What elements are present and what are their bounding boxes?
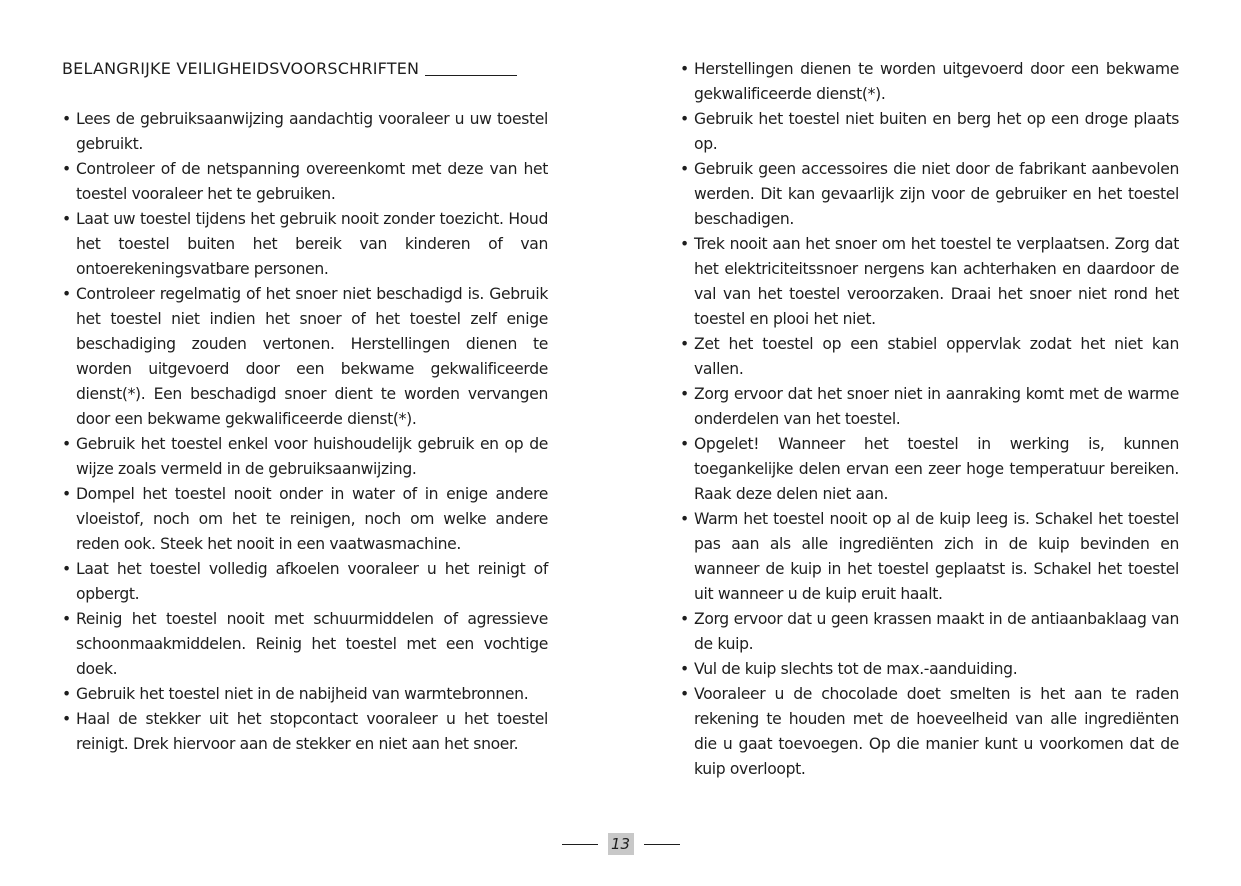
list-item: • Controleer of de netspanning overeenkomt met deze van het toestel vooraleer het te gebruiken.: [62, 157, 548, 207]
list-item: • Zorg ervoor dat u geen krassen maakt in de antiaanbaklaag van de kuip.: [680, 607, 1179, 657]
list-item: • Gebruik het toestel niet buiten en berg het op een droge plaats op.: [680, 107, 1179, 157]
list-item: • Zorg ervoor dat het snoer niet in aanraking komt met de warme onderdelen van het toestel.: [680, 382, 1179, 432]
list-item: • Zet het toestel op een stabiel oppervlak zodat het niet kan vallen.: [680, 332, 1179, 382]
right-column: [680, 57, 1179, 782]
list-item: • Herstellingen dienen te worden uitgevoerd door een bekwame gekwalificeerde dienst(*).: [680, 57, 1179, 107]
list-item: • Gebruik het toestel enkel voor huishoudelijk gebruik en op de wijze zoals vermeld in de gebruiksaanwijzing.: [62, 432, 548, 482]
list-item: • Warm het toestel nooit op al de kuip leeg is. Schakel het toestel pas aan als alle ingrediënten zich in de kuip bevinden en wanneer de kuip in het toestel geplaatst is. Schakel het toestel uit wanneer u de kuip eruit haalt.: [680, 507, 1179, 607]
title-underline: [425, 75, 517, 76]
list-item: • Vul de kuip slechts tot de max.-aanduiding.: [680, 657, 1179, 682]
list-item: • Gebruik het toestel niet in de nabijheid van warmtebronnen.: [62, 682, 548, 707]
list-item: • Laat uw toestel tijdens het gebruik nooit zonder toezicht. Houd het toestel buiten het bereik van kinderen of van ontoerekeningsvatbare personen.: [62, 207, 548, 282]
page-footer: [0, 833, 1241, 855]
safety-list-right: [680, 57, 1179, 782]
section-heading: [62, 57, 548, 81]
page-number: 13: [608, 833, 634, 855]
list-item: • Lees de gebruiksaanwijzing aandachtig vooraleer u uw toestel gebruikt.: [62, 107, 548, 157]
list-item: • Vooraleer u de chocolade doet smelten is het aan te raden rekening te houden met de hoeveelheid van alle ingrediënten die u gaat toevoegen. Op die manier kunt u voorkomen dat de kuip overloopt.: [680, 682, 1179, 782]
list-item: • Controleer regelmatig of het snoer niet beschadigd is. Gebruik het toestel niet indien het snoer of het toestel zelf enige beschadiging zouden vertonen. Herstellingen dienen te worden uitgevoerd door een bekwame gekwalificeerde dienst(*). Een beschadigd snoer dient te worden vervangen door een bekwame gekwalificeerde dienst(*).: [62, 282, 548, 432]
list-item: • Gebruik geen accessoires die niet door de fabrikant aanbevolen werden. Dit kan gevaarlijk zijn voor de gebruiker en het toestel beschadigen.: [680, 157, 1179, 232]
list-item: • Dompel het toestel nooit onder in water of in enige andere vloeistof, noch om het te reinigen, noch om welke andere reden ook. Steek het nooit in een vaatwasmachine.: [62, 482, 548, 557]
list-item: • Trek nooit aan het snoer om het toestel te verplaatsen. Zorg dat het elektriciteitssnoer nergens kan achterhaken en daardoor de val van het toestel veroorzaken. Draai het snoer niet rond het toestel en plooi het niet.: [680, 232, 1179, 332]
list-item: • Haal de stekker uit het stopcontact vooraleer u het toestel reinigt. Drek hiervoor aan de stekker en niet aan het snoer.: [62, 707, 548, 757]
list-item: • Reinig het toestel nooit met schuurmiddelen of agressieve schoonmaakmiddelen. Reinig het toestel met een vochtige doek.: [62, 607, 548, 682]
left-column: [62, 57, 548, 757]
list-item: • Laat het toestel volledig afkoelen vooraleer u het reinigt of opbergt.: [62, 557, 548, 607]
safety-list-left: [62, 107, 548, 757]
section-title: BELANGRIJKE VEILIGHEIDSVOORSCHRIFTEN: [62, 59, 420, 78]
footer-rule-left: [562, 844, 598, 845]
list-item: • Opgelet! Wanneer het toestel in werking is, kunnen toegankelijke delen ervan een zeer hoge temperatuur bereiken. Raak deze delen niet aan.: [680, 432, 1179, 507]
footer-rule-right: [644, 844, 680, 845]
